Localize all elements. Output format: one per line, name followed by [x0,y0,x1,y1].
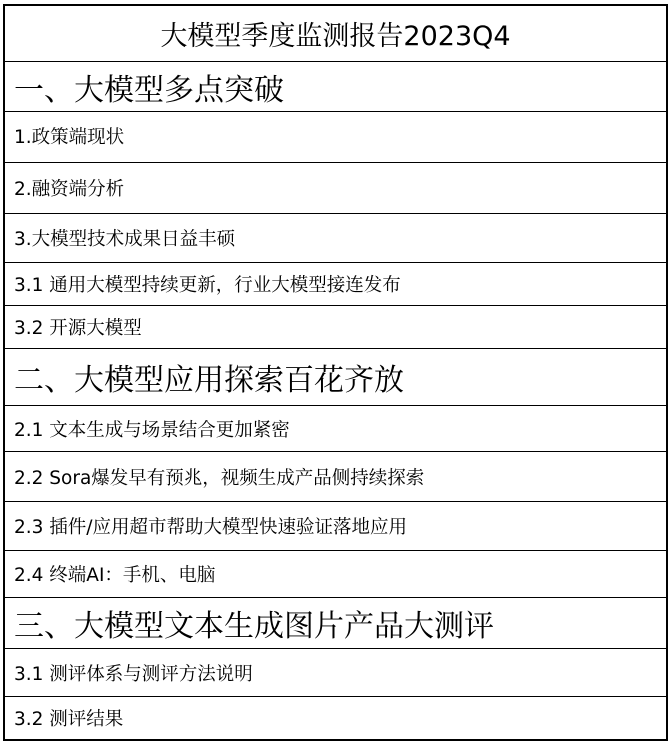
toc-item [5,263,666,306]
toc-item-text: 2.2 Sora爆发早有预兆，视频生成产品侧持续探索 [14,467,425,489]
toc-table [3,4,668,741]
section-heading-2 [5,349,666,406]
section-heading-3 [5,598,666,649]
toc-item-text: 3.1 测评体系与测评方法说明 [14,663,253,685]
section-heading-3-text: 三、大模型文本生成图片产品大测评 [14,609,494,644]
report-title [5,6,666,62]
toc-item [5,452,666,502]
toc-item-text: 2.4 终端AI：手机、电脑 [14,565,216,586]
toc-item [5,502,666,551]
section-heading-2-text: 二、大模型应用探索百花齐放 [14,363,404,398]
toc-item [5,406,666,452]
toc-item-text: 2.融资端分析 [14,179,125,200]
toc-item-text: 3.2 测评结果 [14,709,124,730]
toc-item [5,306,666,349]
toc-item [5,163,666,214]
toc-item-text: 2.1 文本生成与场景结合更加紧密 [14,419,290,441]
report-title-text: 大模型季度监测报告2023Q4 [160,21,511,52]
toc-item-text: 2.3 插件/应用超市帮助大模型快速验证落地应用 [14,517,408,538]
toc-item-text: 3.大模型技术成果日益丰硕 [14,229,236,250]
toc-item [5,112,666,163]
toc-item-text: 3.2 开源大模型 [14,318,142,339]
toc-item [5,649,666,697]
toc-item-text: 3.1 通用大模型持续更新，行业大模型接连发布 [14,275,401,296]
toc-item-text: 1.政策端现状 [14,127,125,148]
toc-item [5,551,666,598]
toc-item [5,214,666,263]
section-heading-1-text: 一、大模型多点突破 [14,72,284,108]
toc-item [5,697,666,739]
section-heading-1 [5,62,666,112]
